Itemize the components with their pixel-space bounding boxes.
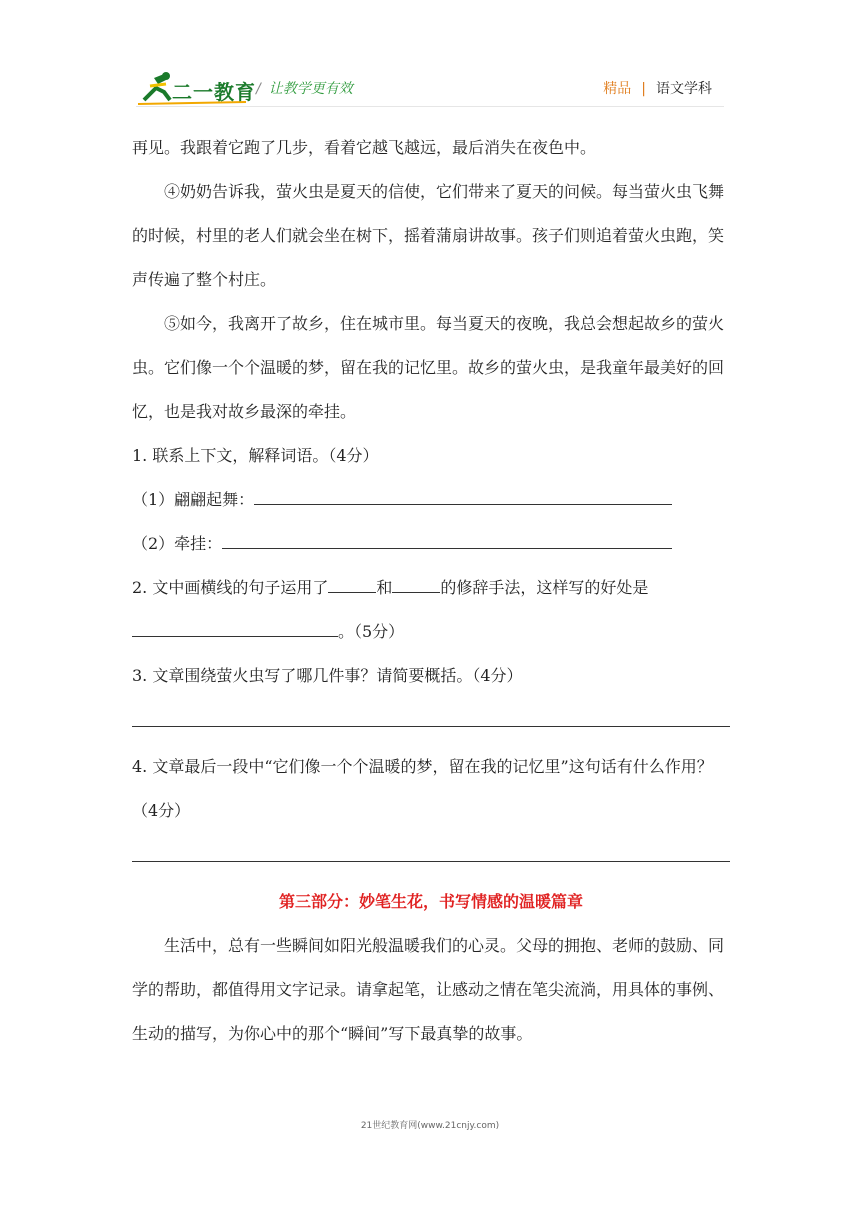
header-divider — [136, 106, 724, 107]
question-3: 3. 文章围绕萤火虫写了哪几件事？请简要概括。（4分） — [132, 666, 523, 685]
tag-separator: | — [641, 81, 646, 97]
page-header — [0, 0, 860, 108]
answer-blank[interactable] — [132, 620, 338, 637]
question-1-b-label: （2）牵挂： — [132, 534, 223, 553]
question-4: 4. 文章最后一段中“它们像一个个温暖的梦，留在我的记忆里”这句话有什么作用？（4分） — [132, 757, 713, 820]
answer-blank[interactable] — [254, 488, 672, 505]
document-body — [132, 126, 730, 1056]
question-2-cont — [132, 610, 730, 654]
page-footer: 21世纪教育网(www.21cnjy.com) — [360, 1121, 500, 1131]
question-2-mid: 和 — [376, 578, 393, 597]
question-2 — [132, 566, 730, 610]
subject-tag — [603, 78, 712, 98]
logo-text: 二一教育 — [172, 80, 256, 104]
passage-paragraph: 再见。我跟着它跑了几步，看着它越飞越远，最后消失在夜色中。 — [132, 138, 597, 157]
answer-blank[interactable] — [222, 532, 672, 549]
quality-tag: 精品 — [603, 81, 632, 97]
slogan-slash: / — [256, 81, 261, 97]
answer-blank[interactable] — [392, 576, 440, 593]
question-1-a-label: （1）翩翩起舞： — [132, 490, 255, 509]
question-2-post: 的修辞手法，这样写的好处是 — [440, 578, 649, 597]
answer-line[interactable] — [132, 726, 730, 727]
subject-label: 语文学科 — [656, 81, 712, 97]
section-prompt: 生活中，总有一些瞬间如阳光般温暖我们的心灵。父母的拥抱、老师的鼓励、同学的帮助，都值得用文字记录。请拿起笔，让感动之情在笔尖流淌，用具体的事例、生动的描写，为你心中的那个“瞬间”写下最真挚的故事。 — [132, 936, 725, 1043]
answer-blank[interactable] — [328, 576, 376, 593]
slogan-text: 让教学更有效 — [268, 81, 353, 97]
question-1-b — [132, 522, 730, 566]
question-1: 1. 联系上下文，解释词语。（4分） — [132, 446, 379, 465]
answer-line[interactable] — [132, 861, 730, 862]
passage-paragraph: ④奶奶告诉我，萤火虫是夏天的信使，它们带来了夏天的问候。每当萤火虫飞舞的时候，村里的老人们就会坐在树下，摇着蒲扇讲故事。孩子们则追着萤火虫跑，笑声传遍了整个村庄。 — [132, 182, 725, 289]
slogan — [256, 78, 353, 98]
question-2-end: 。（5分） — [338, 622, 405, 641]
passage-paragraph: ⑤如今，我离开了故乡，住在城市里。每当夏天的夜晚，我总会想起故乡的萤火虫。它们像一个个温暖的梦，留在我的记忆里。故乡的萤火虫，是我童年最美好的回忆，也是我对故乡最深的牵挂。 — [132, 314, 725, 421]
question-2-pre: 2. 文中画横线的句子运用了 — [132, 578, 329, 597]
question-1-a — [132, 478, 730, 522]
section-title: 第三部分：妙笔生花，书写情感的温暖篇章 — [278, 892, 583, 911]
